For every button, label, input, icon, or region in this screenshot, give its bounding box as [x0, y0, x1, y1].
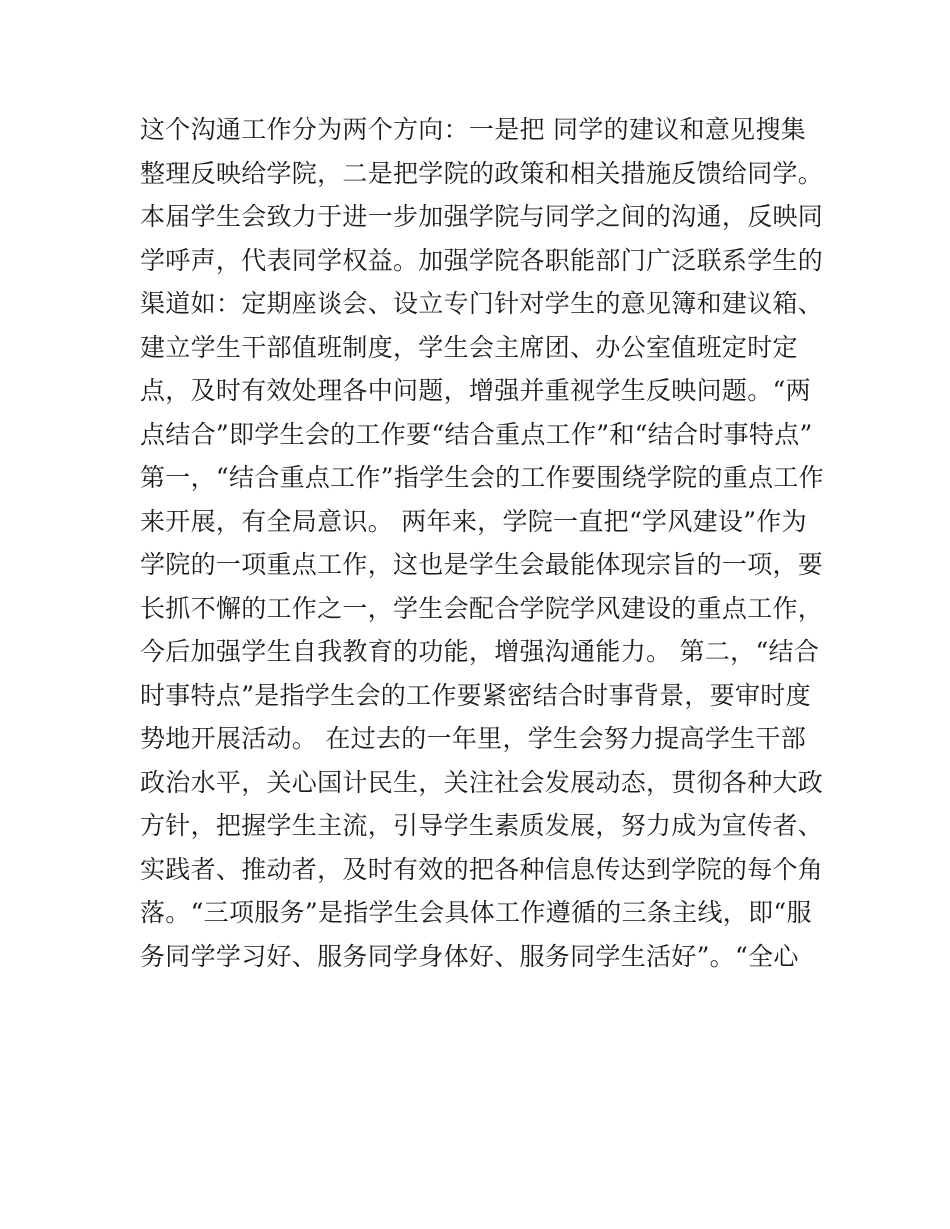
text-line: 实践者、推动者，及时有效的把各种信息传达到学院的每个角	[140, 854, 824, 884]
text-line: 点，及时有效处理各中问题，增强并重视学生反映问题。“两	[140, 376, 811, 405]
text-line: 今后加强学生自我教育的功能，增强沟通能力。 第二，“结合	[140, 637, 820, 666]
text-line: 时事特点”是指学生会的工作要紧密结合时事背景，要审时度	[140, 680, 811, 710]
text-line: 渠道如：定期座谈会、设立专门针对学生的意见簿和建议箱、	[140, 289, 824, 318]
text-line: 务同学学习好、服务同学身体好、服务同学生活好”。“全心	[140, 941, 799, 971]
text-line: 本届学生会致力于进一步加强学院与同学之间的沟通，反映同	[140, 202, 824, 231]
text-line: 点结合”即学生会的工作要“结合重点工作”和“结合时事特点”	[140, 419, 813, 449]
text-line: 第一，“结合重点工作”指学生会的工作要围绕学院的重点工作	[140, 463, 824, 492]
text-line: 政治水平，关心国计民生，关注社会发展动态，贯彻各种大政	[140, 767, 824, 797]
text-line: 建立学生干部值班制度，学生会主席团、办公室值班定时定	[140, 332, 798, 362]
text-line: 学院的一项重点工作，这也是学生会最能体现宗旨的一项，要	[140, 550, 824, 579]
text-line: 势地开展活动。 在过去的一年里，学生会努力提高学生干部	[140, 724, 807, 753]
text-line: 长抓不懈的工作之一，学生会配合学院学风建设的重点工作，	[140, 593, 824, 623]
text-line: 整理反映给学院，二是把学院的政策和相关措施反馈给同学。	[140, 158, 824, 188]
text-line: 学呼声，代表同学权益。加强学院各职能部门广泛联系学生的	[140, 245, 824, 275]
text-line: 来开展，有全局意识。 两年来，学院一直把“学风建设”作为	[140, 506, 807, 536]
text-line: 方针，把握学生主流，引导学生素质发展，努力成为宣传者、	[140, 811, 824, 840]
text-line: 落。“三项服务”是指学生会具体工作遵循的三条主线，即“服	[140, 898, 812, 927]
body-text	[140, 108, 824, 978]
text-line: 这个沟通工作分为两个方向：一是把 同学的建议和意见搜集	[140, 115, 807, 144]
